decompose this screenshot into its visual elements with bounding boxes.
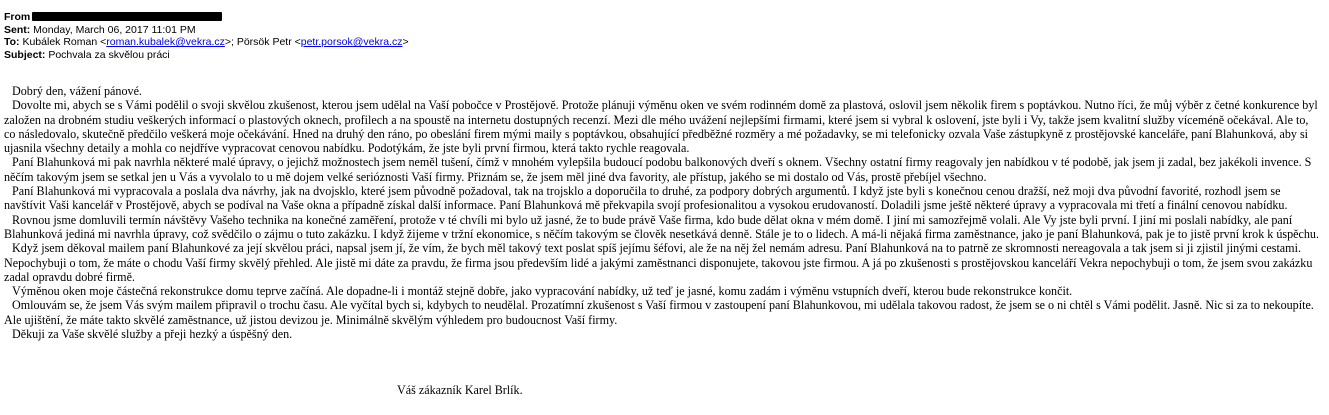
paragraph: Když jsem děkoval mailem paní Blahunkové za její skvělou práci, napsal jsem jí, že vím, že bych měl takový text poslat spíš jejímu šéfovi, ale že na něj žel nemám adresu. Paní Blahunková na to patrně ze skromnosti nereagovala a tak jsem si ji zjistil jinými cestami. Nepochybuji o tom, že máte o chodu Vaší firmy skvělý přehled. Ale jistě mi dáte za pravdu, že firma jsou především lidé a jakými zaměstnanci disponujete, takovou jste firmou. A já po zkušenosti s prostějovskou kanceláří Vekra nepochybuji o tom, že jsem svou zakázku zadal opravdu dobré firmě. (4, 241, 1313, 284)
greeting: Dobrý den, vážení pánové. (12, 84, 142, 98)
subject-label: Subject: (4, 48, 46, 61)
signature: Váš zákazník Karel Brlík. (397, 383, 523, 397)
from-label: From (4, 11, 31, 23)
paragraph: Dovolte mi, abych se s Vámi podělil o svoji skvělou zkušenost, kterou jsem udělal na Vaší pobočce v Prostějově. Protože plánuji výměnu oken ve svém rodinném domě za plastová, oslovil jsem několik firem s poptávkou. Nutno říci, že můj výběr z četné konkurence byl založen na drobném studiu veškerých informací o plastových oknech, profilech a na spoustě na internetu dostupných recenzí. Mezi dle mého uvážení nejlepšími firmami, které jsem si vybral k oslovení, jste byli i Vy, takže jsem kvalitní služby víceméně očekával. Ale to, co následovalo, skutečně předčilo veškerá moje očekávání. Hned na druhý den ráno, po obeslání firem mými maily s poptávkou, obsahující předběžné rozměry a mé požadavky, se mi telefonicky ozvala Vaše zástupkyně z prostějovské kanceláře, paní Blahunková, aby si ujasnila všechny detaily a mohla co nejdříve vypracovat cenovou nabídku. Podotýkám, že jste byli první firmou, která takto rychle reagovala. (4, 98, 1318, 156)
recipient-name: Kubálek Roman < (22, 36, 107, 48)
paragraph: Paní Blahunková mi vypracovala a poslala dva návrhy, jak na dvojsklo, které jsem původně požadoval, tak na trojsklo a doporučila to druhé, za podpory dobrých argumentů. I když jste byli s konečnou cenou dražší, než moji dva původní favorité, rozhodl jsem se navštívit Vaši kancelář v Prostějově, abych se podíval na Vaše okna a případně získal další informace. Paní Blahunková mě překvapila svojí profesionalitou a vysokou erudovaností. Doladili jsme ještě některé úpravy a vypracovala mi třetí a finální cenovou nabídku. (4, 184, 1288, 213)
from-row (4, 11, 409, 24)
paragraph: Paní Blahunková mi pak navrhla některé malé úpravy, o jejichž možnostech jsem neměl tušení, čímž v mnohém vylepšila budoucí podobu balkonových dveří s oknem. Všechny ostatní firmy reagovaly jen nabídkou v té podobě, jak jsem ji zadal, bez jakékoli invence. S něčím takovým jsem se setkal jen u Vás a vyvolalo to u mě dojem velké serióznosti Vaší firmy. Přiznám se, že jsem měl jiné dva favority, ale přístup, jakého se mi dostalo od Vás, prostě přebíjel všechno. (4, 155, 1312, 184)
paragraph: Omlouvám se, že jsem Vás svým mailem připravil o trochu času. Ale vyčítal bych si, kdybych to neudělal. Prozatímní zkušenost s Vaší firmou v zastoupení paní Blahunkovou, mi udělala takovou radost, že jsem se o ni chtěl s Vámi podělit. Jasně. Nic si za to nekoupíte. Ale ujištění, že máte takto skvělé zaměstnance, už jistou devizou je. Minimálně skvělým výhledem pro budoucnost Vaší firmy. (4, 298, 1314, 327)
paragraph: Výměnou oken moje částečná rekonstrukce domu teprve začíná. Ale dopadne-li i montáž stejně dobře, jako vypracování nabídky, už teď je jasné, komu zadám i výměnu vstupních dveří, kterou bude rekonstrukce končit. (12, 284, 1073, 299)
recipient-name: Pörsök Petr < (236, 36, 301, 48)
subject-row (4, 49, 409, 62)
recipient-separator: > (402, 36, 409, 48)
redacted-sender (32, 12, 222, 21)
closing-line: Děkuji za Vaše skvělé služby a přeji hezký a úspěšný den. (12, 327, 293, 342)
sent-row (4, 24, 409, 37)
recipient-email-link[interactable]: roman.kubalek@vekra.cz (106, 36, 225, 48)
to-row (4, 36, 409, 49)
recipient-separator: >; (224, 36, 234, 48)
email-header (4, 11, 409, 61)
recipient-email-link[interactable]: petr.porsok@vekra.cz (300, 36, 403, 48)
to-label: To: (4, 36, 20, 48)
subject-text: Pochvala za skvělou práci (48, 48, 170, 61)
paragraph: Rovnou jsme domluvili termín návštěvy Vašeho technika na konečné zaměření, protože v té chvíli mi bylo už jasné, že to bude právě Vaše firma, kdo bude dělat okna v mém domě. I jiní mi samozřejmě volali. Ale Vy jste byli první. I jiní mi poslali nabídky, ale paní Blahunková jediná mi navrhla úpravy, což svědčilo o zájmu o tuto zakázku. I když žijeme v tržní ekonomice, s něčím takovým se člověk nesetkává denně. Stále je to o lidech. A má-li nějaká firma zaměstnance, jako je paní Blahunková, pak je to jistě první krok k úspěchu. (4, 212, 1320, 241)
email-body (4, 84, 1322, 341)
sent-label: Sent: (4, 23, 31, 36)
sent-date: Monday, March 06, 2017 11:01 PM (33, 23, 196, 36)
